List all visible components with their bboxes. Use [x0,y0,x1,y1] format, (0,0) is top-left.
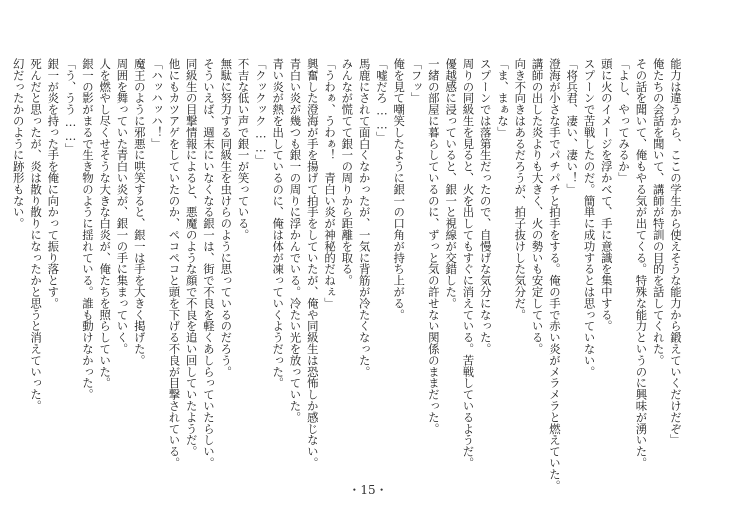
text-line: 銀一の影がまるで生き物のように揺れている。誰も動けなかった。 [80,58,95,400]
text-line: 「う、うう……」 [63,58,78,155]
text-line: みんなが慌てて銀一の周りから距離を取る。 [340,58,355,286]
text-line: 銀一が炎を持った手を俺に向かって振り落とす。 [46,58,61,309]
text-line: 幻だったかのように跡形もない。 [11,58,26,229]
text-line: 死んだと思ったが、炎は散り散りになったかと思うと消えていった。 [29,58,44,412]
text-line: 優越感に浸っていると、銀一と視線が交錯した。 [444,58,459,309]
text-line: 講師の出した炎よりも大きく、火の勢いも安定している。 [530,58,545,355]
text-line: 向き不向きはあるだろうが、拍子抜けした気分だ。 [513,58,528,321]
text-line: そういえば、週末にいなくなる銀一は、街で不良を軽くあしらっていたらしい。 [201,58,216,469]
text-line: 興奮した澄海が手を揚げて拍手をしていたが、俺や同級生は恐怖しか感じない。 [305,58,320,469]
page-number: ・15・ [348,483,388,497]
text-line: その話を聞いて、俺もやる気が出てくる。特殊な能力というのに興味が湧いた。 [634,58,649,469]
text-line: 「うわぁ、うわぁ！ 青白い炎が神秘的だねぇ」 [323,58,338,309]
text-line: スプーンでは落第生だったので、自慢げな気分になった。 [478,58,493,355]
text-line: 同級生の目撃情報によると、悪魔のような顔で不良を追い回していたようだ。 [184,58,199,457]
text-line: 「クックック……」 [253,58,268,166]
text-line: 能力は違うから、ここの学生から使えそうな能力から鍛えていくだけだぞ」 [669,58,683,446]
text-line: 馬鹿にされて面白くなかったが、一気に背筋が冷たくなった。 [357,58,372,378]
text-line: 他にもカツアゲをしていたのか、ペコペコと頭を下げる不良が目撃されている。 [167,58,182,469]
text-line: 「将兵君、凄い、凄い！」 [565,58,580,195]
text-line: 澄海が小さな手でパチパチと拍手をする。俺の手で赤い炎がメラメラと燃えていた。 [547,58,562,492]
text-line: 「ハッハッハ！」 [150,58,165,150]
text-line: 俺を見て嘲笑したように銀一の口角が持ち上がる。 [392,58,407,321]
text-line: 俺たちの会話を聞いて、講師が特訓の目的を話してくれた。 [651,58,666,366]
text-line: 「ま、まぁな」 [496,58,511,138]
text-line: 周囲を舞っていた青白い炎が、銀一の手に集まっていく。 [115,58,130,355]
text-line: 魔王のように邪悪に哄笑すると、銀一は手を大きく掲げた。 [132,58,147,366]
text-line: 青い炎が熱を出しているのに、俺は体が凍っていくようだった。 [271,58,286,389]
text-line: 頭に火のイメージを浮かべて、手に意識を集中する。 [599,58,614,332]
text-line: 青白い炎が幾つも銀一の周りに浮かんでいる。冷たい光を放っていた。 [288,58,303,423]
text-line: 不吉な低い声で銀一が笑っている。 [236,58,251,241]
text-line: 人を燃やし尽くせそうな大きな白炎が、俺たちを照らしていた。 [98,58,113,389]
text-line: スプーンで苦戦したのだ。簡単に成功するとは思っていない。 [582,58,597,378]
text-line: 「フッ」 [409,58,424,104]
text-line: 周りの同級生を見ると、火を出してもすぐに消えている。苦戦しているようだ。 [461,58,476,469]
text-line: 無駄に努力する同級生を虫けらのように思っているのだろう。 [219,58,234,378]
text-line: 「よし、やってみるか」 [617,58,632,184]
text-line: 一緒の部屋に暮らしているのに、ずっと気の許せない関係のままだった。 [426,58,441,435]
text-line: 「嘘だろ……」 [374,58,389,143]
